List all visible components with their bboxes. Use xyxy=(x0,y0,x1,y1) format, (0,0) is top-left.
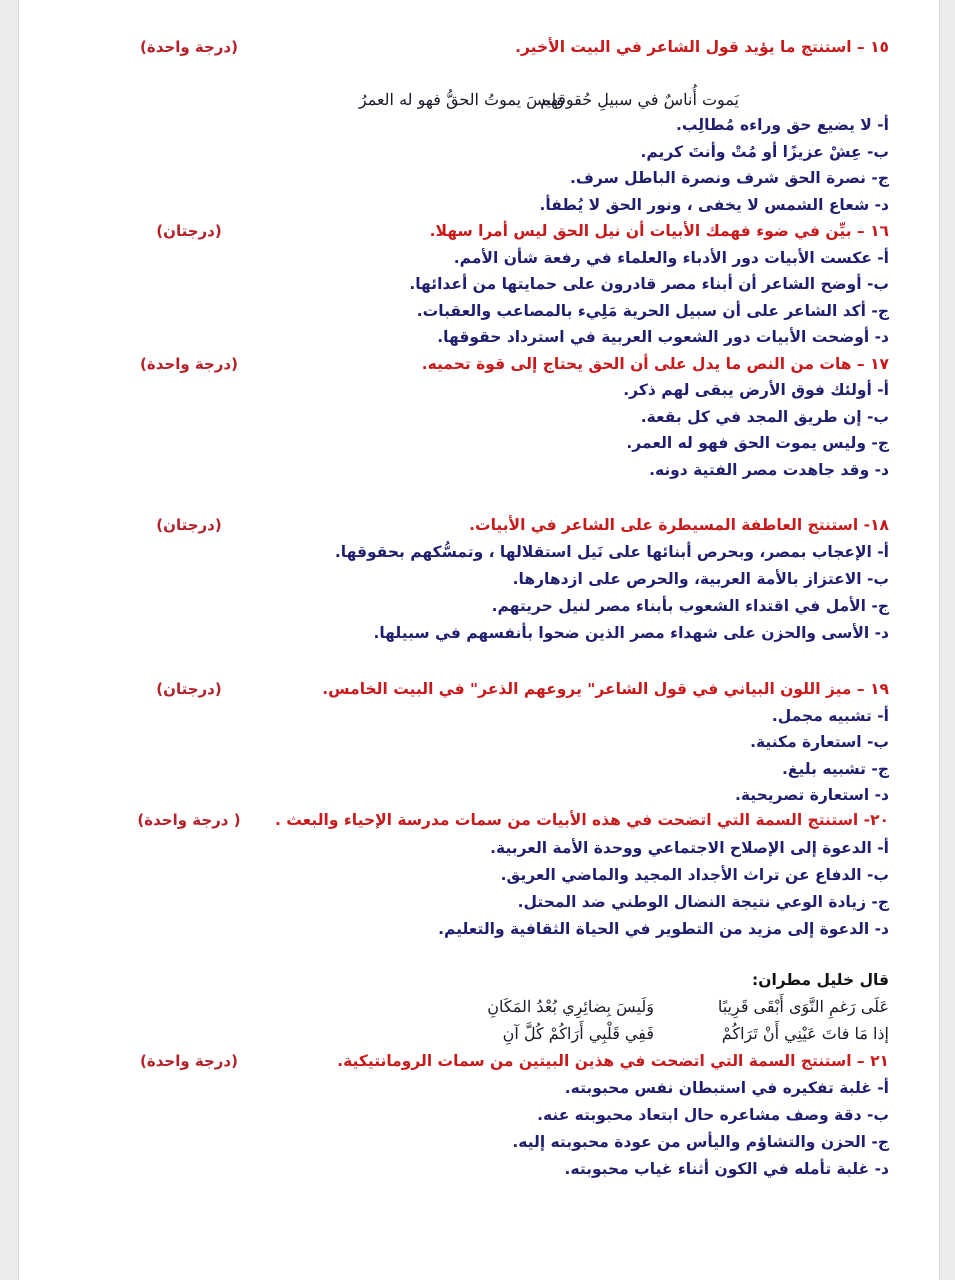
question-21-mark: (درجة واحدة) xyxy=(140,1052,238,1070)
question-15-prompt: ١٥ – استنتج ما يؤيد قول الشاعر في البيت الأخير. xyxy=(515,38,889,56)
question-17-option-b: ب- إن طريق المجد في كل بقعة. xyxy=(640,408,889,426)
question-15-verse-second-hemistich: وَليسَ يموتُ الحقُّ فهو له العمرُ xyxy=(358,90,564,109)
question-18-mark: (درجتان) xyxy=(156,516,222,534)
question-18-option-c: ج- الأمل في اقتداء الشعوب بأبناء مصر لنيل حريتهم. xyxy=(491,597,889,615)
poem-verse-1-first-hemistich: عَلَى رَغمِ النَّوَى أَبْقَى قَرِيبًا xyxy=(717,997,889,1016)
question-21-option-c: ج- الحزن والتشاؤم واليأس من عودة محبوبته إليه. xyxy=(512,1133,889,1151)
question-17-option-a: أ- أولئك فوق الأرض يبقى لهم ذكر. xyxy=(623,381,889,399)
question-15-option-a: أ- لا يضيع حق وراءه مُطالِب. xyxy=(676,116,889,134)
question-17-option-c: ج- وليس يموت الحق فهو له العمر. xyxy=(626,434,889,452)
question-17-prompt: ١٧ – هات من النص ما يدل على أن الحق يحتاج إلى قوة تحميه. xyxy=(421,355,889,373)
question-20-prompt: ٢٠- استنتج السمة التي اتضحت في هذه الأبيات من سمات مدرسة الإحياء والبعث . xyxy=(274,811,889,829)
question-19-option-a: أ- تشبيه مجمل. xyxy=(771,707,889,725)
question-18-option-b: ب- الاعتزاز بالأمة العربية، والحرص على ازدهارها. xyxy=(512,570,889,588)
poem-verse-2-second-hemistich: فَفِي قَلْبِي أَرَاكُمْ كُلَّ آنِ xyxy=(502,1024,654,1043)
question-20-option-d: د- الدعوة إلى مزيد من التطوير في الحياة الثقافية والتعليم. xyxy=(438,920,889,938)
question-16-prompt: ١٦ – بيِّن في ضوء فهمك الأبيات أن نيل الحق ليس أمرا سهلا. xyxy=(429,222,889,240)
question-19-option-c: ج- تشبيه بليغ. xyxy=(782,760,889,778)
poem-verse-1-second-hemistich: وَلَيسَ بِضائِرِي بُعْدُ المَكَانِ xyxy=(487,997,654,1016)
question-20-option-c: ج- زيادة الوعي نتيجة النضال الوطني ضد المحتل. xyxy=(517,893,889,911)
question-19-mark: (درجتان) xyxy=(156,680,222,698)
poem-verse-2-first-hemistich: إذا مَا فاتَ عَيْنِي أَنْ تَرَاكُمْ xyxy=(721,1024,889,1043)
question-18-prompt: ١٨- استنتج العاطفة المسيطرة على الشاعر في الأبيات. xyxy=(469,516,889,534)
exam-page xyxy=(18,0,940,1280)
question-17-option-d: د- وقد جاهدت مصر الفتية دونه. xyxy=(649,461,889,479)
question-16-option-b: ب- أوضح الشاعر أن أبناء مصر قادرون على حمايتها من أعدائها. xyxy=(409,275,889,293)
question-19-option-d: د- استعارة تصريحية. xyxy=(734,786,889,804)
question-18-option-a: أ- الإعجاب بمصر، وبحرص أبنائها على نَيل استقلالها ، وتمسُّكهم بحقوقها. xyxy=(334,543,889,561)
question-21-option-d: د- غلبة تأمله في الكون أثناء غياب محبوبته. xyxy=(564,1160,889,1178)
question-16-mark: (درجتان) xyxy=(156,222,222,240)
question-21-prompt: ٢١ – استنتج السمة التي اتضحت في هذين البيتين من سمات الرومانتيكية. xyxy=(337,1052,889,1070)
question-21-option-a: أ- غلبة تفكيره في استبطان نفس محبوبته. xyxy=(564,1079,889,1097)
question-17-mark: (درجة واحدة) xyxy=(140,355,238,373)
poem-attribution: قال خليل مطران: xyxy=(752,971,889,989)
question-16-option-a: أ- عكست الأبيات دور الأدباء والعلماء في رفعة شأن الأمم. xyxy=(453,249,889,267)
question-15-verse-first-hemistich: يَموت أُناسٌ في سبيلِ حُقوقهم xyxy=(540,90,739,109)
question-15-mark: (درجة واحدة) xyxy=(140,38,238,56)
question-16-option-d: د- أوضحت الأبيات دور الشعوب العربية في استرداد حقوقها. xyxy=(437,328,889,346)
question-20-option-b: ب- الدفاع عن تراث الأجداد المجيد والماضي العريق. xyxy=(500,866,889,884)
question-21-option-b: ب- دقة وصف مشاعره حال ابتعاد محبوبته عنه. xyxy=(537,1106,889,1124)
question-15-option-d: د- شعاع الشمس لا يخفى ، ونور الحق لا يُطفأ. xyxy=(539,196,889,214)
question-16-option-c: ج- أكد الشاعر على أن سبيل الحرية مَلِيء بالمصاعب والعقبات. xyxy=(416,302,889,320)
question-18-option-d: د- الأسى والحزن على شهداء مصر الذين ضحوا بأنفسهم في سبيلها. xyxy=(373,624,889,642)
question-19-prompt: ١٩ – ميز اللون البياني في قول الشاعر" يروعهم الذعر" في البيت الخامس. xyxy=(322,680,889,698)
question-15-option-b: ب- عِشْ عزيزًا أو مُتْ وأنتَ كريم. xyxy=(640,143,889,161)
question-20-mark: ( درجة واحدة) xyxy=(137,811,241,829)
question-15-option-c: ج- نصرة الحق شرف ونصرة الباطل سرف. xyxy=(569,169,889,187)
question-20-option-a: أ- الدعوة إلى الإصلاح الاجتماعي ووحدة الأمة العربية. xyxy=(490,839,889,857)
question-19-option-b: ب- استعارة مكنية. xyxy=(750,733,889,751)
